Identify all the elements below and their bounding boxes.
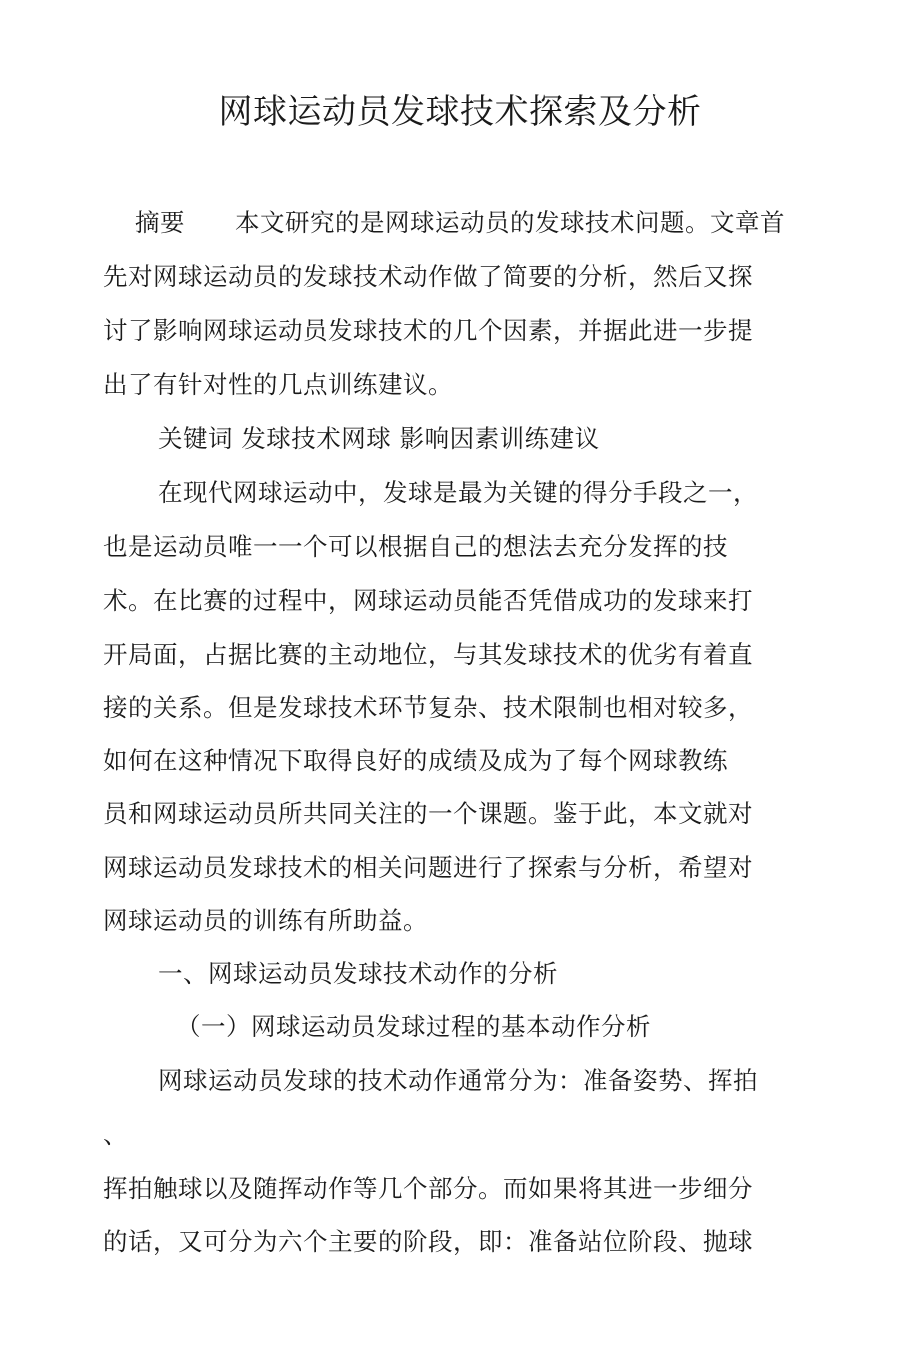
paragraph-line: 、 (103, 1120, 128, 1149)
abstract-line-4: 出了有针对性的几点训练建议。 (103, 370, 453, 399)
paragraph-line: 员和网球运动员所共同关注的一个课题。鉴于此，本文就对 (103, 799, 753, 828)
paragraph-line: 开局面，占据比赛的主动地位，与其发球技术的优劣有着直 (103, 640, 753, 669)
abstract-line-2: 先对网球运动员的发球技术动作做了简要的分析，然后又探 (103, 262, 753, 291)
section-heading: 一、网球运动员发球技术动作的分析 (158, 959, 558, 988)
abstract-line-3: 讨了影响网球运动员发球技术的几个因素，并据此进一步提 (103, 316, 753, 345)
paragraph-line: 也是运动员唯一一个可以根据自己的想法去充分发挥的技 (103, 532, 728, 561)
paragraph-line: 接的关系。但是发球技术环节复杂、技术限制也相对较多， (103, 693, 753, 722)
paragraph-line: 如何在这种情况下取得良好的成绩及成为了每个网球教练 (103, 746, 728, 775)
abstract-line-1: 摘要 本文研究的是网球运动员的发球技术问题。文章首 (135, 208, 785, 237)
paragraph-line: 网球运动员发球的技术动作通常分为：准备姿势、挥拍 (158, 1066, 758, 1095)
paragraph-line: 在现代网球运动中，发球是最为关键的得分手段之一， (158, 478, 758, 507)
paragraph-line: 术。在比赛的过程中，网球运动员能否凭借成功的发球来打 (103, 586, 753, 615)
paragraph-line: 的话，又可分为六个主要的阶段，即：准备站位阶段、抛球 (103, 1227, 753, 1256)
keywords-line: 关键词 发球技术网球 影响因素训练建议 (158, 424, 600, 453)
paragraph-line: 网球运动员的训练有所助益。 (103, 906, 428, 935)
subsection-heading: （一）网球运动员发球过程的基本动作分析 (176, 1012, 651, 1041)
paragraph-line: 挥拍触球以及随挥动作等几个部分。而如果将其进一步细分 (103, 1174, 753, 1203)
paragraph-line: 网球运动员发球技术的相关问题进行了探索与分析，希望对 (103, 853, 753, 882)
document-title: 网球运动员发球技术探索及分析 (218, 92, 702, 132)
